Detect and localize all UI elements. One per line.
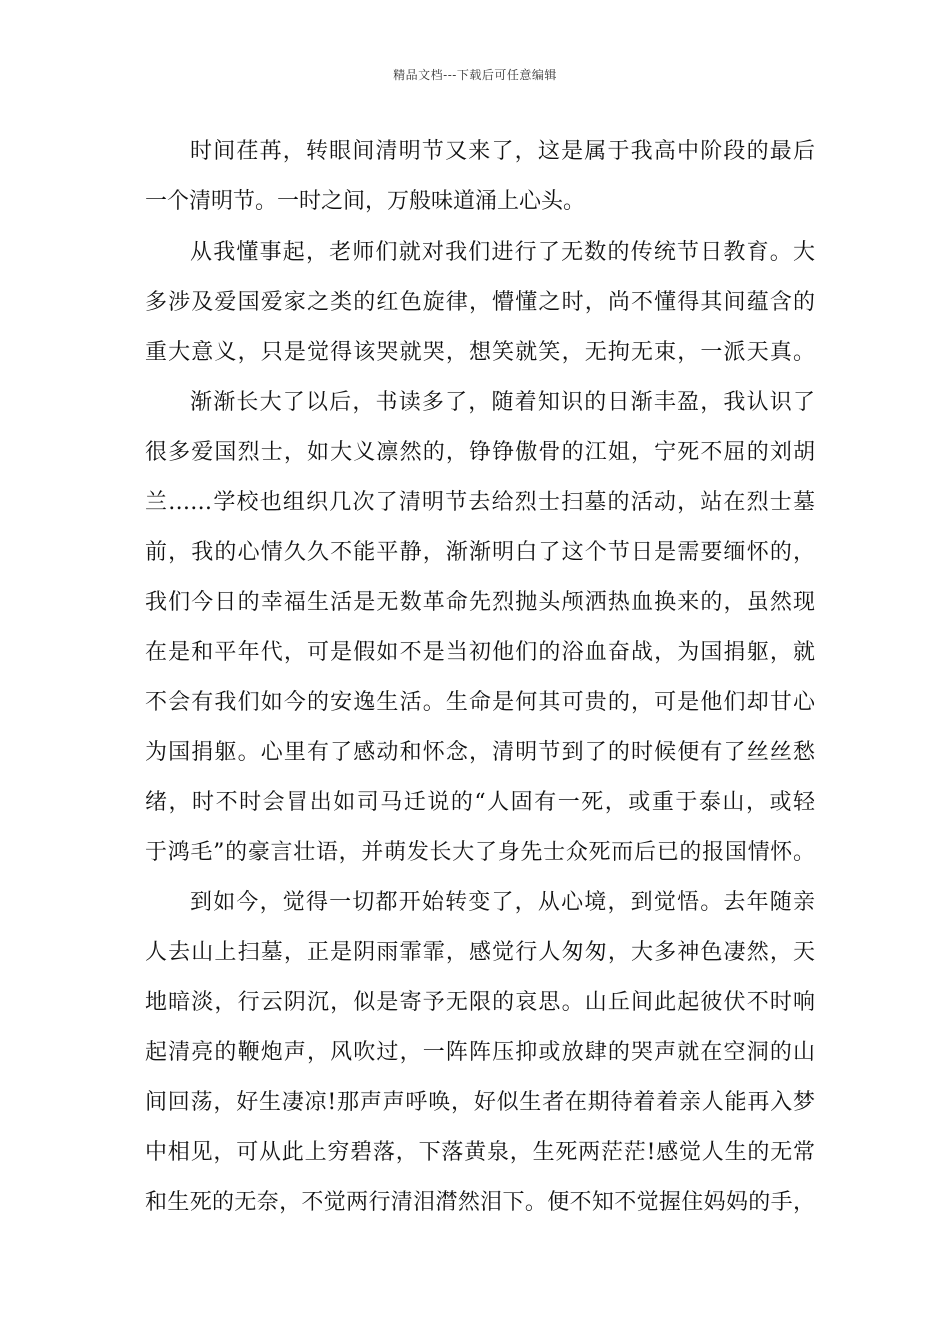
- text-line: 于鸿毛”的豪言壮语，并萌发长大了身先士众死而后已的报国情怀。: [145, 840, 815, 865]
- text-line: 绪，时不时会冒出如司马迁说的“人固有一死，或重于泰山，或轻: [145, 790, 815, 815]
- text-line: 很多爱国烈士，如大义凛然的，铮铮傲骨的江姐，宁死不屈的刘胡: [145, 440, 815, 465]
- text-line: 我们今日的幸福生活是无数革命先烈抛头颅洒热血换来的，虽然现: [145, 590, 815, 615]
- text-line: 一个清明节。一时之间，万般味道涌上心头。: [145, 189, 586, 214]
- text-line: 重大意义，只是觉得该哭就哭，想笑就笑，无拘无束，一派天真。: [145, 340, 815, 365]
- text-line: 间回荡，好生凄凉!那声声呼唤，好似生者在期待着着亲人能再入梦: [145, 1090, 815, 1115]
- text-line: 多涉及爱国爱家之类的红色旋律，懵懂之时，尚不懂得其间蕴含的: [145, 290, 815, 315]
- text-line: 在是和平年代，可是假如不是当初他们的浴血奋战，为国捐躯，就: [145, 640, 815, 665]
- text-line: 地暗淡，行云阴沉，似是寄予无限的哀思。山丘间此起彼伏不时响: [145, 990, 815, 1015]
- text-line: 从我懂事起，老师们就对我们进行了无数的传统节日教育。大: [190, 240, 815, 265]
- text-line: 前，我的心情久久不能平静，渐渐明白了这个节日是需要缅怀的，: [145, 540, 815, 565]
- text-line: 和生死的无奈，不觉两行清泪潸然泪下。便不知不觉握住妈妈的手，: [145, 1190, 815, 1215]
- text-line: 中相见，可从此上穷碧落，下落黄泉，生死两茫茫!感觉人生的无常: [145, 1140, 815, 1165]
- text-line: 不会有我们如今的安逸生活。生命是何其可贵的，可是他们却甘心: [145, 690, 815, 715]
- text-line: 人去山上扫墓，正是阴雨霏霏，感觉行人匆匆，大多神色凄然，天: [145, 940, 815, 965]
- text-line: 起清亮的鞭炮声，风吹过，一阵阵压抑或放肆的哭声就在空洞的山: [145, 1040, 815, 1065]
- text-line: 时间荏苒，转眼间清明节又来了，这是属于我高中阶段的最后: [190, 139, 815, 164]
- text-line: 到如今，觉得一切都开始转变了，从心境，到觉悟。去年随亲: [190, 890, 815, 915]
- text-line: 为国捐躯。心里有了感动和怀念，清明节到了的时候便有了丝丝愁: [145, 740, 815, 765]
- text-line: 兰……学校也组织几次了清明节去给烈士扫墓的活动，站在烈士墓: [145, 490, 815, 515]
- text-line: 渐渐长大了以后，书读多了，随着知识的日渐丰盈，我认识了: [190, 390, 815, 415]
- page-header: 精品文档---下载后可任意编辑: [393, 68, 557, 82]
